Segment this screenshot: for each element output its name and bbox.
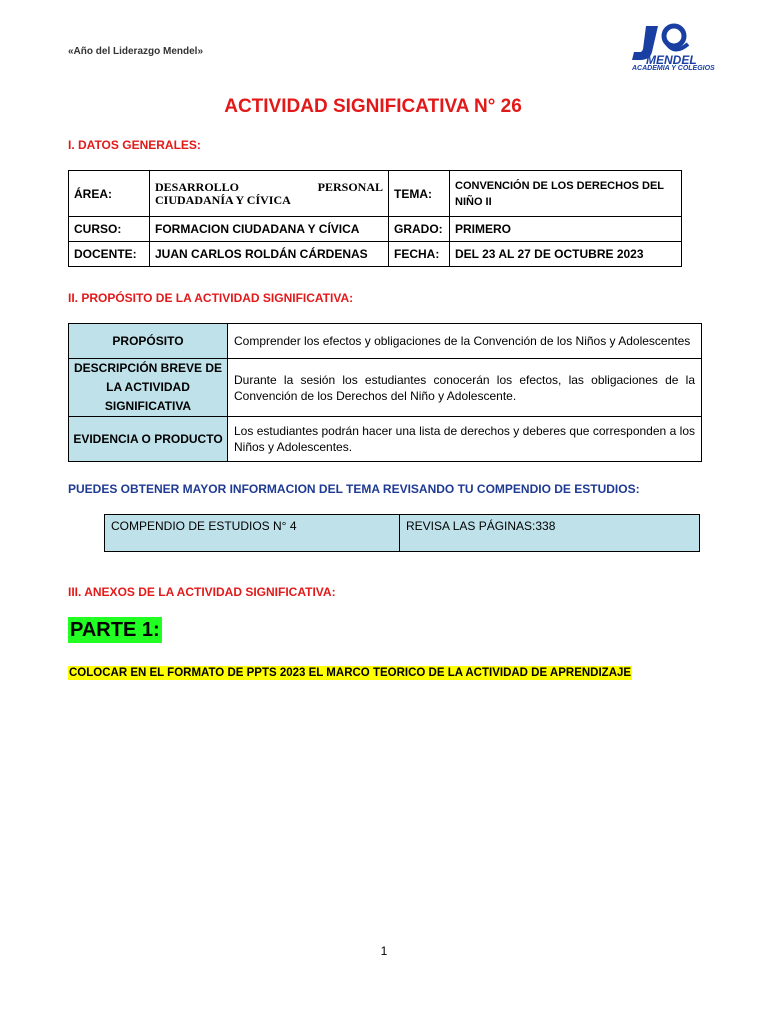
table-row <box>69 359 702 417</box>
evidencia-text: Los estudiantes podrán hacer una lista de derechos y deberes que corresponden a los Niños y Adolescentes. <box>228 417 702 462</box>
grado-value: PRIMERO <box>450 217 682 242</box>
curso-value: FORMACION CIUDADANA Y CÍVICA <box>150 217 389 242</box>
mendel-logo <box>628 22 715 80</box>
descripcion-text: Durante la sesión los estudiantes conocerán los efectos, las obligaciones de la Convención de los Derechos del Niño y Adolescente. <box>228 359 702 417</box>
instruction-highlight: COLOCAR EN EL FORMATO DE PPTS 2023 EL MARCO TEORICO DE LA ACTIVIDAD DE APRENDIZAJE <box>69 667 632 679</box>
fecha-label: FECHA: <box>389 242 450 267</box>
section2-heading: II. PROPÓSITO DE LA ACTIVIDAD SIGNIFICATIVA: <box>68 291 354 305</box>
section3-heading: III. ANEXOS DE LA ACTIVIDAD SIGNIFICATIVA: <box>68 585 336 599</box>
fecha-value: DEL 23 AL 27 DE OCTUBRE 2023 <box>450 242 682 267</box>
part-heading: PARTE 1: <box>70 619 160 641</box>
table-row <box>69 217 682 242</box>
section1-heading: I. DATOS GENERALES: <box>68 138 201 152</box>
table-row <box>69 417 702 462</box>
evidencia-label: EVIDENCIA O PRODUCTO <box>69 417 228 462</box>
curso-label: CURSO: <box>69 217 150 242</box>
compendio-cell: COMPENDIO DE ESTUDIOS N° 4 <box>105 515 400 552</box>
table-row <box>105 515 700 552</box>
proposito-text: Comprender los efectos y obligaciones de la Convención de los Niños y Adolescentes <box>228 324 702 359</box>
compendium-table <box>104 514 700 552</box>
logo-tagline: ACADEMIA Y COLEGIOS <box>632 65 715 72</box>
logo-wordmark: MENDEL <box>646 53 697 66</box>
purpose-table <box>68 323 702 462</box>
page-number: 1 <box>380 944 388 958</box>
study-guide-note: PUEDES OBTENER MAYOR INFORMACION DEL TEMA REVISANDO TU COMPENDIO DE ESTUDIOS: <box>68 482 640 496</box>
table-row <box>69 242 682 267</box>
grado-label: GRADO: <box>389 217 450 242</box>
proposito-label: PROPÓSITO <box>69 324 228 359</box>
general-data-table <box>68 170 682 267</box>
page-title: ACTIVIDAD SIGNIFICATIVA N° 26 <box>224 96 522 117</box>
area-label: ÁREA: <box>69 171 150 217</box>
tema-value: CONVENCIÓN DE LOS DERECHOS DEL NIÑO II <box>450 171 682 217</box>
mendel-logo-icon <box>628 22 704 66</box>
tema-label: TEMA: <box>389 171 450 217</box>
header-motto: «Año del Liderazgo Mendel» <box>68 46 204 57</box>
docente-value: JUAN CARLOS ROLDÁN CÁRDENAS <box>150 242 389 267</box>
paginas-cell: REVISA LAS PÁGINAS:338 <box>400 515 700 552</box>
docente-label: DOCENTE: <box>69 242 150 267</box>
area-value: DESARROLLO PERSONAL CIUDADANÍA Y CÍVICA <box>150 171 389 217</box>
table-row <box>69 324 702 359</box>
descripcion-label: DESCRIPCIÓN BREVE DE LA ACTIVIDAD SIGNIFICATIVA <box>69 359 228 417</box>
table-row <box>69 171 682 217</box>
